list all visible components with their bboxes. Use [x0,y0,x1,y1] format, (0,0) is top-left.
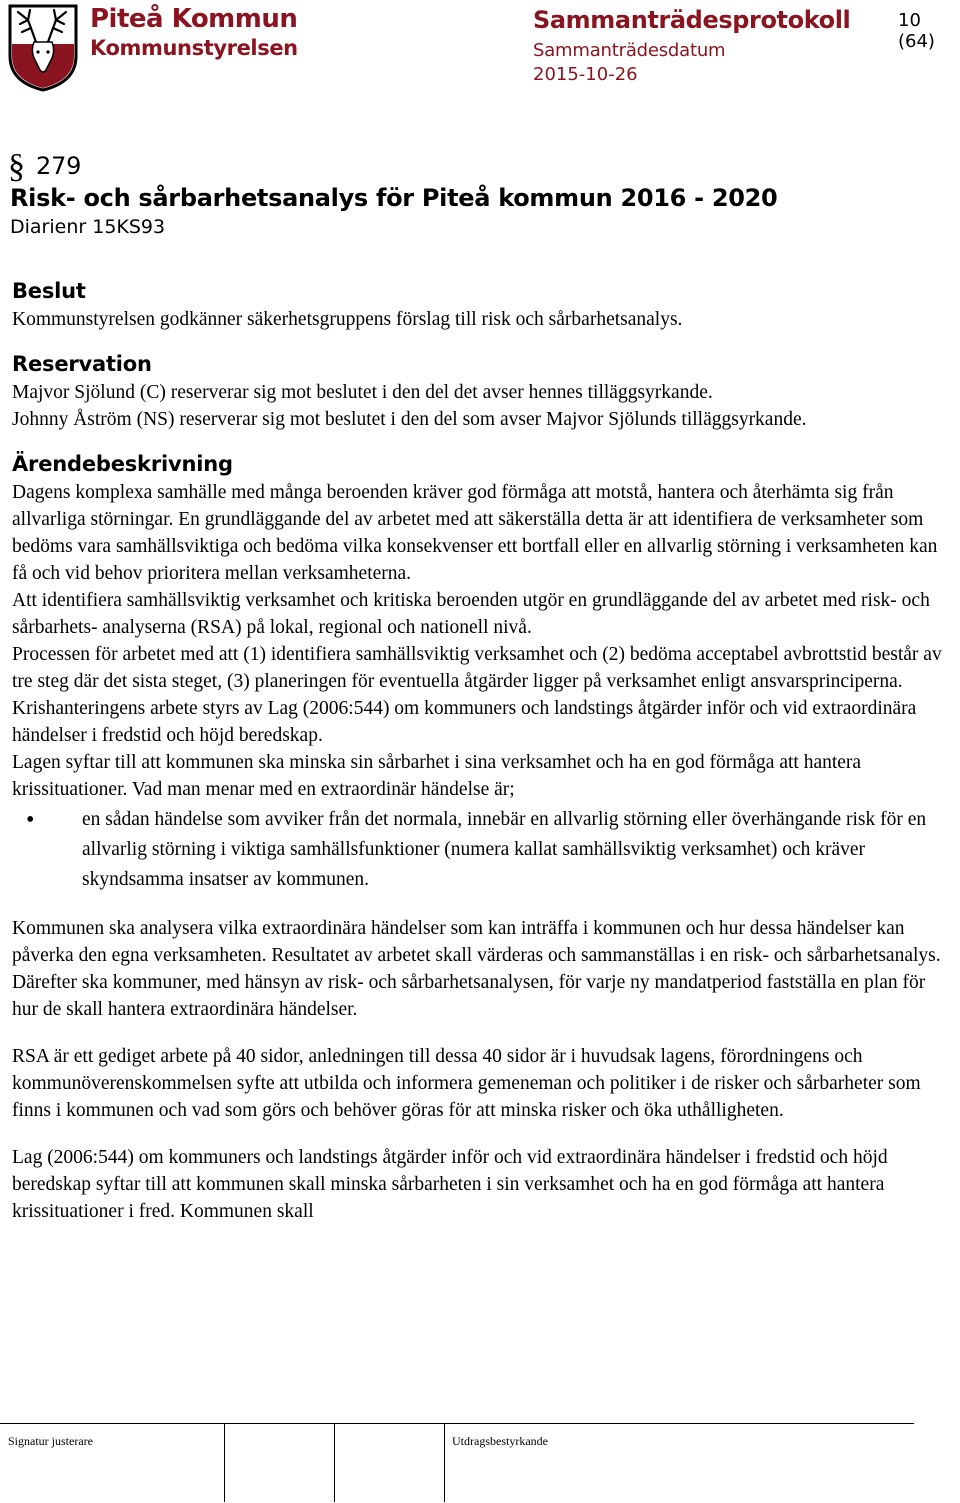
arende-paragraph-7: RSA är ett gediget arbete på 40 sidor, anledningen till dessa 40 sidor är i huvudsak lagens, förordningens och kommunöverenskommelsen syfte att utbilda och informera gemeneman och politiker i de risker och sårbarheter som finns i kommunen och vad som görs och behöver göras för att minska risker och öka uthålligheten. [12,1046,921,1121]
beslut-text: Kommunstyrelsen godkänner säkerhetsgruppens förslag till risk och sårbarhetsanalys. [12,309,683,330]
beslut-heading: Beslut [12,279,86,303]
arende-paragraph-5: Lagen syftar till att kommunen ska minska sin sårbarhet i sina verksamhet och ha en god förmåga att hantera krissituationer. Vad man menar med en extraordinär händelse är; [12,752,862,800]
arende-paragraph-6: Kommunen ska analysera vilka extraordinära händelser som kan inträffa i kommunen och hur dessa händelser kan påverka den egna verksamheten. Resultatet av arbetet skall värderas och sammanställas i en risk- och sårbarhetsanalys. Därefter ska kommuner, med hänsyn av risk- och sårbarhetsanalysen, för varje ny mandatperiod fastställa en plan för hur de skall hantera extraordinära händelser. [12,918,941,1020]
reindeer-crest-icon [6,2,80,92]
protocol-body [12,276,952,1225]
arende-paragraph-2: Att identifiera samhällsviktig verksamhet och kritiska beroenden utgör en grundläggande del av arbetet med risk- och sårbarhets- analyserna (RSA) på lokal, regional och nationell nivå. [12,590,930,638]
reservation-heading: Reservation [12,352,152,376]
document-title: Sammanträdesprotokoll [533,6,851,34]
signature-cell-2 [224,1424,335,1502]
arende-heading: Ärendebeskrivning [12,452,233,476]
meeting-date: 2015-10-26 [533,64,638,85]
org-name: Piteå Kommun [90,4,298,34]
arende-paragraph-3: Processen för arbetet med att (1) identifiera samhällsviktig verksamhet och (2) bedöma acceptabel avbrottstid består av tre steg där det sista steget, (3) planeringen för eventuella åtgärder ligger på verksamhet enligt ansvarsprinciperna. [12,644,942,692]
meeting-date-label: Sammanträdesdatum [533,40,726,61]
arende-paragraph-8: Lag (2006:544) om kommuners och landstings åtgärder inför och vid extraordinära händelser i fredstid och höjd beredskap syftar till att kommunen skall minska sårbarheten i sin verksamhet och ha en god förmåga att hantera krissituationer i fred. Kommunen skall [12,1147,888,1222]
signature-cell-3 [334,1424,445,1502]
definition-list [12,805,952,895]
page-number: 10 (64) [898,10,935,52]
reservation-line-1: Majvor Sjölund (C) reserverar sig mot beslutet i den del det avser hennes tilläggsyrkande. [12,382,713,403]
case-title: Risk- och sårbarhetsanalys för Piteå kommun 2016 - 2020 [10,184,778,212]
signature-footer [0,1423,914,1502]
case-number: 279 [36,152,82,180]
arende-paragraph-4: Krishanteringens arbete styrs av Lag (2006:544) om kommuners och landstings åtgärder inför och vid extraordinära händelser i fredstid och höjd beredskap. [12,698,917,746]
reservation-line-2: Johnny Åström (NS) reserverar sig mot beslutet i den del som avser Majvor Sjölunds tilläggsyrkande. [12,409,807,430]
signature-label: Signatur justerare [8,1434,93,1448]
extract-label: Utdragsbestyrkande [452,1434,548,1448]
section-sign: § [8,148,25,185]
case-reference: Diarienr 15KS93 [10,216,166,238]
org-body: Kommunstyrelsen [90,36,298,60]
arende-paragraph-1: Dagens komplexa samhälle med många beroenden kräver god förmåga att motstå, hantera och återhämta sig från allvarliga störningar. En grundläggande del av arbetet med att säkerställa detta är att identifiera de verksamheter som bedöms vara samhällsviktiga och bedöma vilka konsekvenser ett bortfall eller en allvarlig störning i verksamheten kan få och vid behov prioritera mellan verksamheterna. [12,482,938,584]
definition-bullet: • en sådan händelse som avviker från det normala, innebär en allvarlig störning eller överhängande risk för en allvarlig störning i viktiga samhällsfunktioner (numera kallat samhällsviktig verksamhet) och kräver skyndsamma insatser av kommunen. [12,805,952,895]
